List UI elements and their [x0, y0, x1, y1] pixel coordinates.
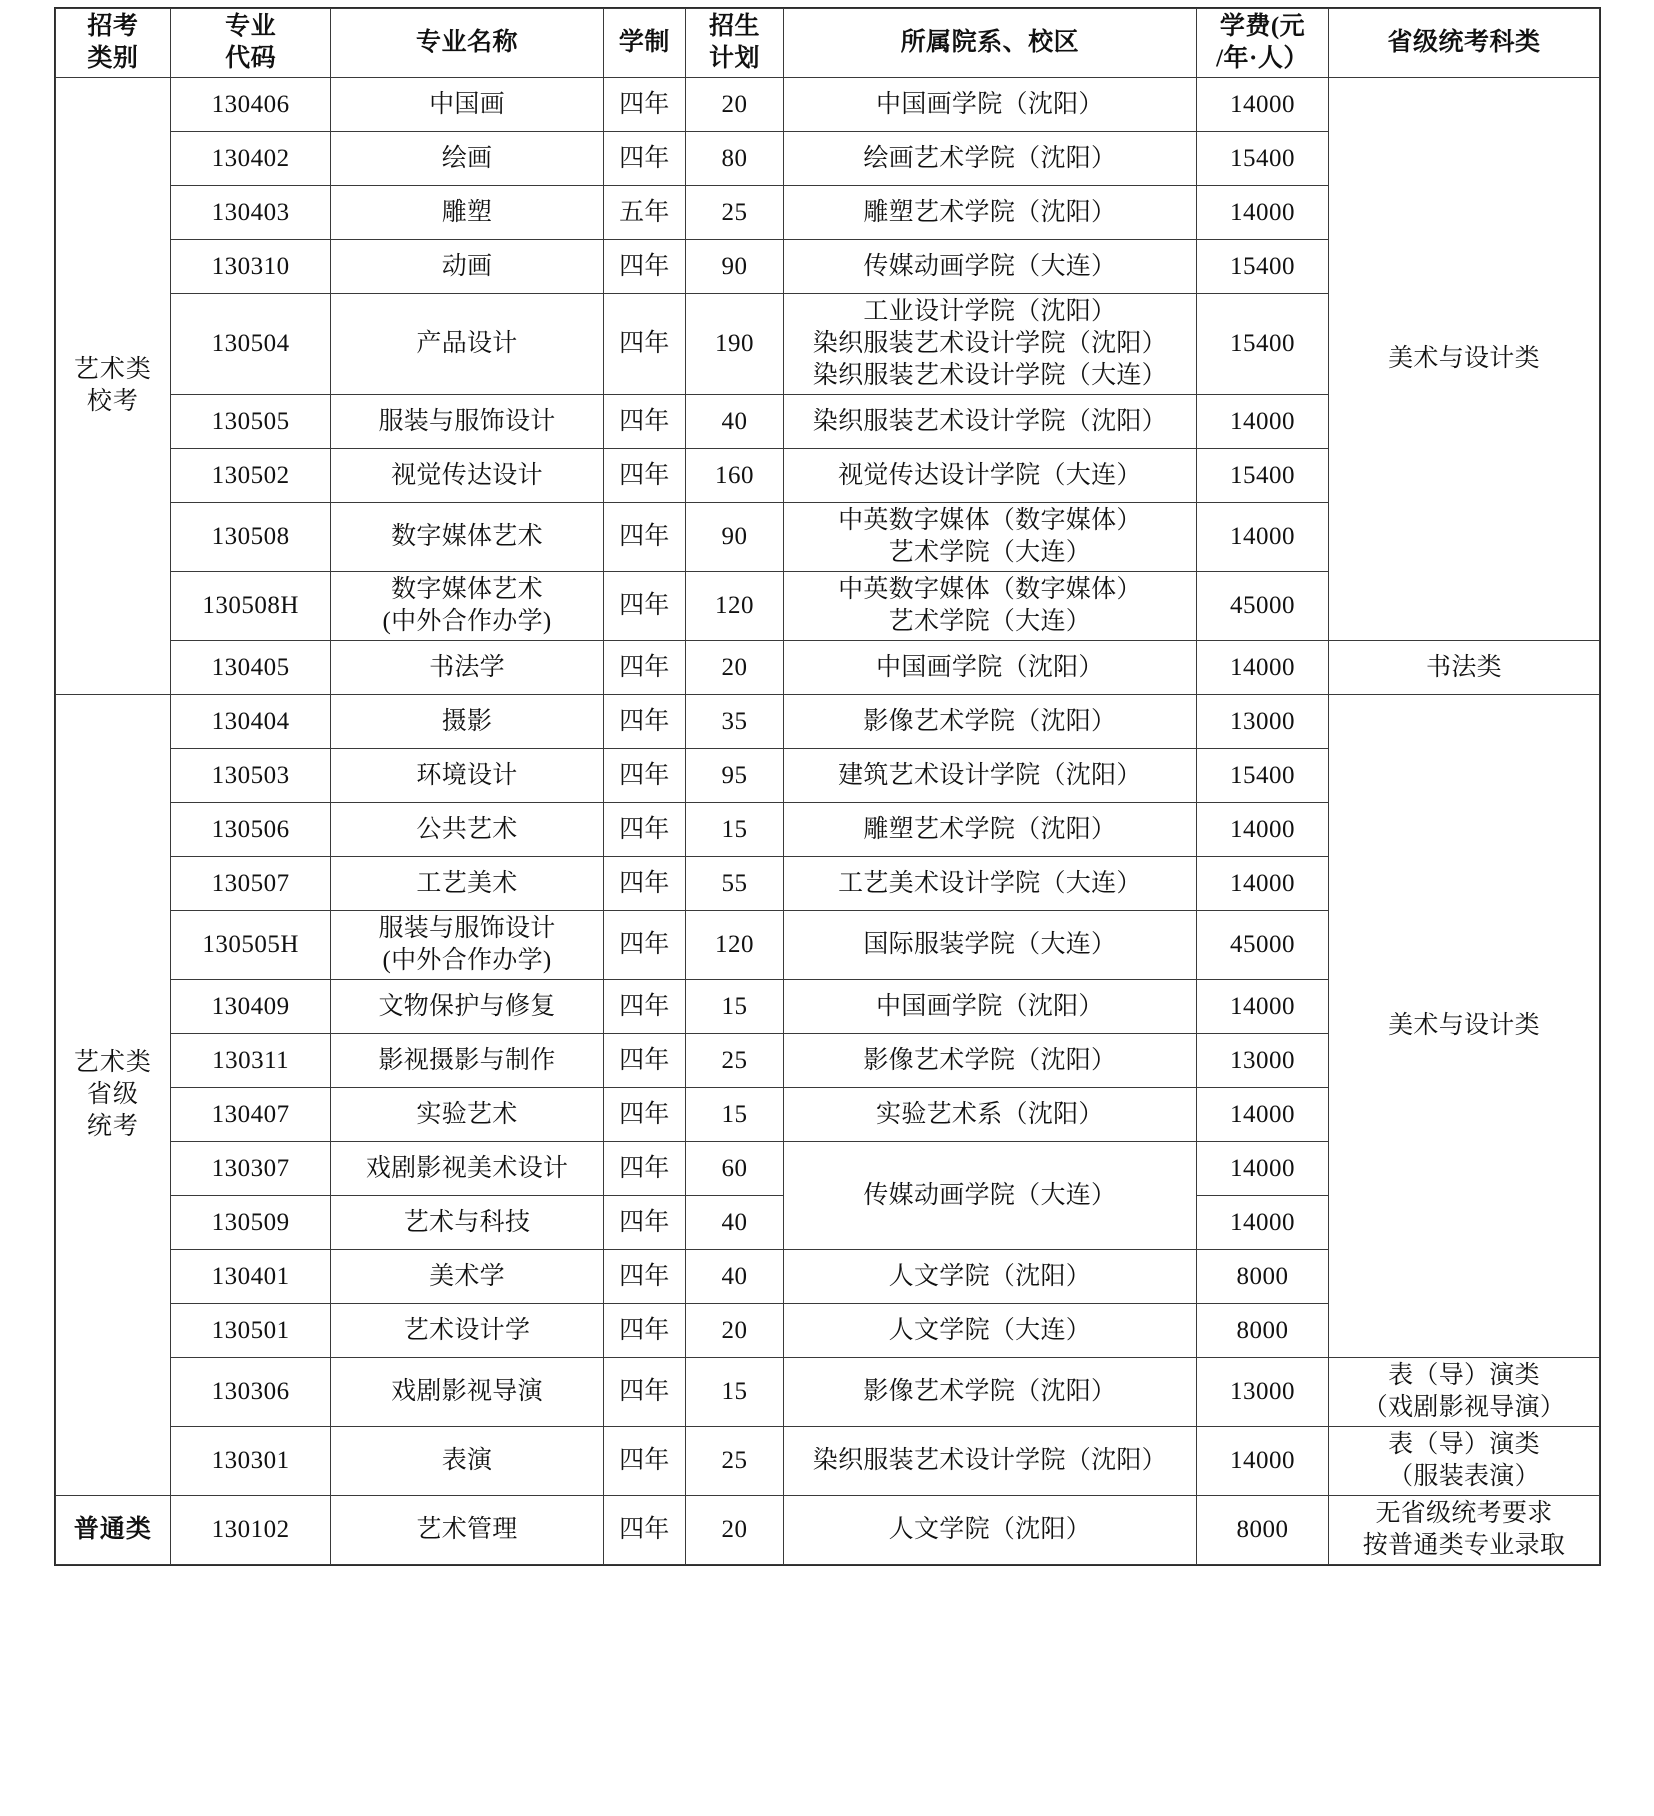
cell-quota: 35 [686, 695, 784, 749]
header-major-code [170, 9, 331, 78]
cell-name: 影视摄影与制作 [331, 1034, 603, 1088]
cell-name: 数字媒体艺术 [331, 503, 603, 572]
cell-years: 四年 [603, 503, 686, 572]
cell-code: 130501 [170, 1304, 331, 1358]
header-quota-line1: 招生 [708, 13, 760, 40]
cell-quota: 40 [686, 1250, 784, 1304]
header-row [56, 9, 1600, 78]
header-fee [1197, 9, 1329, 78]
cell-quota: 90 [686, 503, 784, 572]
cell-name: 服装与服饰设计 [331, 395, 603, 449]
cell-fee: 13000 [1197, 1034, 1329, 1088]
cell-fee: 8000 [1197, 1304, 1329, 1358]
cell-name: 戏剧影视导演 [331, 1358, 603, 1427]
cell-code: 130503 [170, 749, 331, 803]
cell-quota: 25 [686, 1034, 784, 1088]
cell-department: 中国画学院（沈阳） [783, 980, 1196, 1034]
cell-years: 四年 [603, 449, 686, 503]
table-row [56, 695, 1600, 749]
cell-name: 产品设计 [331, 294, 603, 395]
table-row [56, 1496, 1600, 1565]
cell-fee: 14000 [1197, 641, 1329, 695]
cell-department [783, 294, 1196, 395]
cell-name: 艺术与科技 [331, 1196, 603, 1250]
table-row [56, 1427, 1600, 1496]
cell-name: 表演 [331, 1427, 603, 1496]
cell-years: 四年 [603, 980, 686, 1034]
cell-quota: 40 [686, 395, 784, 449]
header-fee-line2: /年·人） [1216, 45, 1309, 72]
header-category [56, 9, 171, 78]
cell-code: 130505H [170, 911, 331, 980]
cell-department: 影像艺术学院（沈阳） [783, 1034, 1196, 1088]
cell-code: 130404 [170, 695, 331, 749]
cell-code: 130409 [170, 980, 331, 1034]
cell-quota: 120 [686, 911, 784, 980]
cell-quota: 120 [686, 572, 784, 641]
cell-quota: 160 [686, 449, 784, 503]
cell-name [331, 572, 603, 641]
cell-code: 130407 [170, 1088, 331, 1142]
cell-province-performance-fashion [1329, 1427, 1600, 1496]
header-years: 学制 [603, 9, 686, 78]
cell-department: 人文学院（沈阳） [783, 1496, 1196, 1565]
table-row [56, 641, 1600, 695]
cell-code: 130507 [170, 857, 331, 911]
category-line1: 艺术类 [73, 356, 152, 383]
cell-years: 四年 [603, 132, 686, 186]
admission-plan-table [55, 8, 1600, 1565]
province-line2: （戏剧影视导演） [1362, 1394, 1566, 1421]
cell-code: 130307 [170, 1142, 331, 1196]
cell-code: 130509 [170, 1196, 331, 1250]
header-quota-line2: 计划 [708, 45, 760, 72]
cell-quota: 60 [686, 1142, 784, 1196]
header-major-name: 专业名称 [331, 9, 603, 78]
cell-province-no-requirement [1329, 1496, 1600, 1565]
cell-quota: 95 [686, 749, 784, 803]
cell-years: 五年 [603, 186, 686, 240]
cell-code: 130405 [170, 641, 331, 695]
cell-years: 四年 [603, 1496, 686, 1565]
cell-years: 四年 [603, 911, 686, 980]
cell-code: 130403 [170, 186, 331, 240]
department-line3: 染织服装艺术设计学院（大连） [812, 362, 1167, 389]
cell-department: 建筑艺术设计学院（沈阳） [783, 749, 1196, 803]
major-name-line2: (中外合作办学) [382, 947, 552, 974]
cell-fee: 15400 [1197, 449, 1329, 503]
cell-years: 四年 [603, 1034, 686, 1088]
cell-quota: 20 [686, 1496, 784, 1565]
department-line2: 艺术学院（大连） [888, 539, 1092, 566]
cell-name: 动画 [331, 240, 603, 294]
cell-quota: 15 [686, 1088, 784, 1142]
cell-code: 130502 [170, 449, 331, 503]
category-art-provincial-exam [56, 695, 171, 1496]
table-row [56, 78, 1600, 132]
cell-years: 四年 [603, 803, 686, 857]
cell-years: 四年 [603, 1250, 686, 1304]
cell-department: 人文学院（沈阳） [783, 1250, 1196, 1304]
cell-years: 四年 [603, 749, 686, 803]
header-category-line2: 类别 [87, 45, 139, 72]
cell-name: 书法学 [331, 641, 603, 695]
cell-code: 130504 [170, 294, 331, 395]
cell-years: 四年 [603, 695, 686, 749]
table-body [56, 78, 1600, 1565]
cell-years: 四年 [603, 1427, 686, 1496]
province-line1: 表（导）演类 [1388, 1362, 1540, 1389]
cell-fee: 14000 [1197, 803, 1329, 857]
cell-code: 130402 [170, 132, 331, 186]
cell-name: 文物保护与修复 [331, 980, 603, 1034]
table-row [56, 1358, 1600, 1427]
cell-department: 中国画学院（沈阳） [783, 641, 1196, 695]
cell-code: 130102 [170, 1496, 331, 1565]
cell-fee: 14000 [1197, 395, 1329, 449]
cell-fee: 14000 [1197, 1427, 1329, 1496]
cell-fee: 15400 [1197, 294, 1329, 395]
cell-fee: 14000 [1197, 186, 1329, 240]
cell-years: 四年 [603, 294, 686, 395]
cell-department: 人文学院（大连） [783, 1304, 1196, 1358]
category-line1: 艺术类 [73, 1049, 152, 1076]
cell-quota: 190 [686, 294, 784, 395]
cell-name: 艺术管理 [331, 1496, 603, 1565]
cell-years: 四年 [603, 395, 686, 449]
cell-code: 130306 [170, 1358, 331, 1427]
cell-name: 艺术设计学 [331, 1304, 603, 1358]
cell-department [783, 503, 1196, 572]
cell-quota: 20 [686, 78, 784, 132]
cell-fee: 14000 [1197, 1196, 1329, 1250]
cell-fee: 13000 [1197, 1358, 1329, 1427]
cell-code: 130310 [170, 240, 331, 294]
cell-fee: 8000 [1197, 1250, 1329, 1304]
province-line2: （服装表演） [1388, 1463, 1540, 1490]
cell-department: 染织服装艺术设计学院（沈阳） [783, 1427, 1196, 1496]
department-line2: 艺术学院（大连） [888, 608, 1092, 635]
header-department: 所属院系、校区 [783, 9, 1196, 78]
cell-years: 四年 [603, 641, 686, 695]
category-general: 普通类 [56, 1496, 171, 1565]
department-line1: 工业设计学院（沈阳） [863, 298, 1117, 325]
department-line1: 中英数字媒体（数字媒体） [838, 576, 1142, 603]
cell-quota: 80 [686, 132, 784, 186]
major-name-line1: 数字媒体艺术 [391, 576, 543, 603]
cell-code: 130406 [170, 78, 331, 132]
province-line2: 按普通类专业录取 [1362, 1532, 1566, 1559]
header-code-line2: 代码 [225, 45, 277, 72]
cell-fee: 14000 [1197, 980, 1329, 1034]
cell-code: 130301 [170, 1427, 331, 1496]
cell-name: 环境设计 [331, 749, 603, 803]
cell-province-calligraphy: 书法类 [1329, 641, 1600, 695]
cell-fee: 14000 [1197, 78, 1329, 132]
cell-years: 四年 [603, 1142, 686, 1196]
cell-years: 四年 [603, 240, 686, 294]
cell-fee: 14000 [1197, 857, 1329, 911]
cell-years: 四年 [603, 1358, 686, 1427]
cell-code: 130311 [170, 1034, 331, 1088]
cell-fee: 15400 [1197, 132, 1329, 186]
cell-quota: 15 [686, 803, 784, 857]
cell-name: 工艺美术 [331, 857, 603, 911]
cell-quota: 40 [686, 1196, 784, 1250]
cell-name: 戏剧影视美术设计 [331, 1142, 603, 1196]
cell-department: 传媒动画学院（大连） [783, 240, 1196, 294]
cell-name [331, 911, 603, 980]
header-quota [686, 9, 784, 78]
cell-years: 四年 [603, 1304, 686, 1358]
cell-name: 中国画 [331, 78, 603, 132]
cell-department-merged-media: 传媒动画学院（大连） [783, 1142, 1196, 1250]
cell-years: 四年 [603, 1088, 686, 1142]
cell-department: 中国画学院（沈阳） [783, 78, 1196, 132]
cell-department: 影像艺术学院（沈阳） [783, 695, 1196, 749]
major-name-line2: (中外合作办学) [382, 608, 552, 635]
cell-name: 实验艺术 [331, 1088, 603, 1142]
category-art-school-exam [56, 78, 171, 695]
header-code-line1: 专业 [225, 13, 277, 40]
cell-quota: 25 [686, 1427, 784, 1496]
cell-fee: 13000 [1197, 695, 1329, 749]
cell-department: 绘画艺术学院（沈阳） [783, 132, 1196, 186]
department-line2: 染织服装艺术设计学院（沈阳） [812, 330, 1167, 357]
cell-fee: 15400 [1197, 749, 1329, 803]
cell-fee: 45000 [1197, 911, 1329, 980]
cell-name: 雕塑 [331, 186, 603, 240]
cell-name: 摄影 [331, 695, 603, 749]
cell-province-art-design-2: 美术与设计类 [1329, 695, 1600, 1358]
cell-years: 四年 [603, 857, 686, 911]
category-line2: 校考 [86, 388, 139, 415]
cell-fee: 14000 [1197, 1088, 1329, 1142]
cell-department: 国际服装学院（大连） [783, 911, 1196, 980]
cell-code: 130505 [170, 395, 331, 449]
cell-department: 实验艺术系（沈阳） [783, 1088, 1196, 1142]
header-fee-line1: 学费(元 [1219, 13, 1306, 40]
cell-fee: 14000 [1197, 1142, 1329, 1196]
cell-code: 130401 [170, 1250, 331, 1304]
cell-province-art-design-1: 美术与设计类 [1329, 78, 1600, 641]
cell-name: 美术学 [331, 1250, 603, 1304]
cell-quota: 55 [686, 857, 784, 911]
cell-quota: 25 [686, 186, 784, 240]
cell-quota: 15 [686, 1358, 784, 1427]
department-line1: 中英数字媒体（数字媒体） [838, 507, 1142, 534]
cell-department: 工艺美术设计学院（大连） [783, 857, 1196, 911]
cell-department: 雕塑艺术学院（沈阳） [783, 803, 1196, 857]
cell-code: 130506 [170, 803, 331, 857]
cell-fee: 8000 [1197, 1496, 1329, 1565]
category-line3: 统考 [86, 1113, 139, 1140]
cell-department: 影像艺术学院（沈阳） [783, 1358, 1196, 1427]
cell-fee: 14000 [1197, 503, 1329, 572]
cell-name: 公共艺术 [331, 803, 603, 857]
cell-department: 雕塑艺术学院（沈阳） [783, 186, 1196, 240]
cell-code: 130508 [170, 503, 331, 572]
cell-department: 染织服装艺术设计学院（沈阳） [783, 395, 1196, 449]
cell-quota: 20 [686, 1304, 784, 1358]
cell-name: 视觉传达设计 [331, 449, 603, 503]
cell-department [783, 572, 1196, 641]
category-line2: 省级 [86, 1081, 139, 1108]
cell-department: 视觉传达设计学院（大连） [783, 449, 1196, 503]
cell-province-performance-director [1329, 1358, 1600, 1427]
cell-years: 四年 [603, 78, 686, 132]
cell-fee: 45000 [1197, 572, 1329, 641]
province-line1: 表（导）演类 [1388, 1431, 1540, 1458]
cell-fee: 15400 [1197, 240, 1329, 294]
cell-code: 130508H [170, 572, 331, 641]
major-name-line1: 服装与服饰设计 [378, 915, 556, 942]
header-province-exam: 省级统考科类 [1329, 9, 1600, 78]
cell-quota: 90 [686, 240, 784, 294]
cell-years: 四年 [603, 572, 686, 641]
cell-quota: 15 [686, 980, 784, 1034]
cell-years: 四年 [603, 1196, 686, 1250]
header-category-line1: 招考 [87, 13, 139, 40]
province-line1: 无省级统考要求 [1375, 1500, 1553, 1527]
cell-name: 绘画 [331, 132, 603, 186]
cell-quota: 20 [686, 641, 784, 695]
table-header [56, 9, 1600, 78]
